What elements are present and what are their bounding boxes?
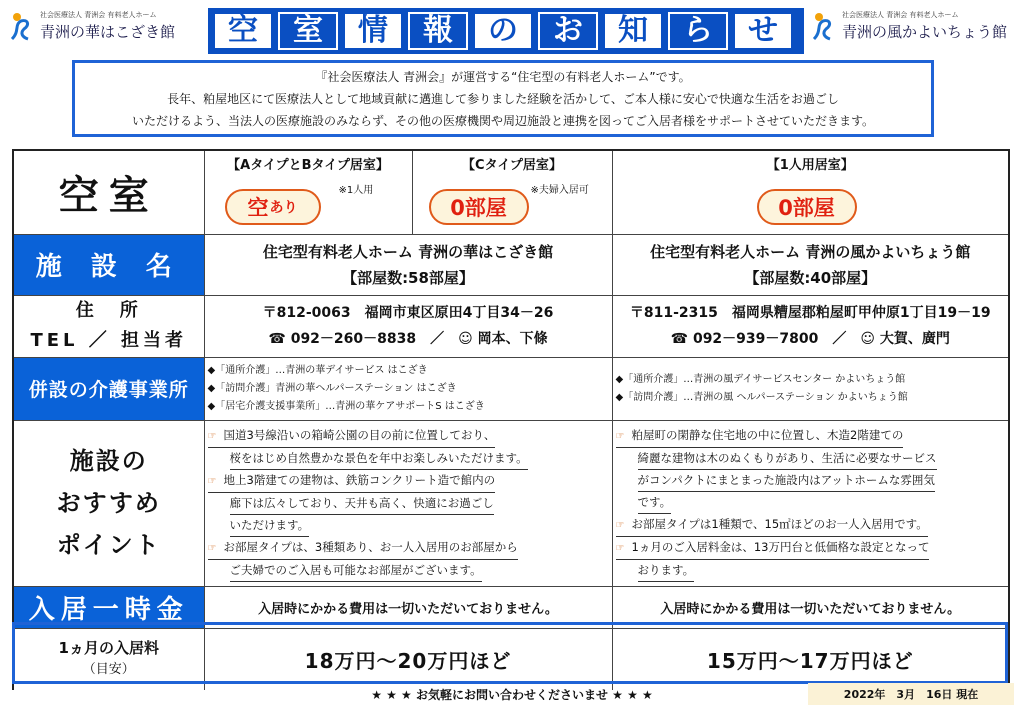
vacancy-single-header: 【1人用居室】 <box>766 158 854 173</box>
vacancy-c-badge: 0部屋 <box>429 189 529 225</box>
vacancy-label-cell <box>13 150 204 234</box>
address-right: 〒811-2315 福岡県糟屋郡粕屋町甲仲原1丁目19－19 <box>629 305 991 321</box>
logo-mark-icon <box>810 11 836 41</box>
vacancy-c-note: ※夫婦入居可 <box>530 185 589 196</box>
recommend-point: がコンパクトにまとまった施設内はアットホームな雰囲気 <box>638 470 935 492</box>
facility-right-rooms: 【部屋数:40部屋】 <box>744 268 877 287</box>
service-item: ◆「通所介護」…青洲の華デイサービス はこざき <box>207 364 428 376</box>
deposit-right: 入居時にかかる費用は一切いただいておりません。 <box>612 586 1009 628</box>
brand-left-sub: 社会医療法人 青洲会 有料老人ホーム <box>40 11 157 19</box>
as-of-date: 2022年 3月 16日 現在 <box>808 683 1014 705</box>
recommend-point: お部屋タイプは1種類で、15㎡ほどのお一人入居用です。 <box>631 516 928 531</box>
fee-sublabel: （目安） <box>82 662 135 678</box>
deposit-left: 入居時にかかる費用は一切いただいておりません。 <box>204 586 612 628</box>
recommend-point: 地上3階建ての建物は、鉄筋コンクリート造で館内の <box>223 472 496 487</box>
facility-right-cell <box>612 234 1009 295</box>
intro-box <box>72 60 934 137</box>
brand-right-sub: 社会医療法人 青洲会 有料老人ホーム <box>842 11 959 19</box>
service-item: ◆「居宅介護支援事業所」…青洲の華ケアサポートS はこざき <box>207 400 485 412</box>
vacancy-single-cell <box>612 150 1009 234</box>
deposit-label-cell <box>13 586 204 628</box>
intro-line: 長年、粕屋地区にて医療法人として地域貢献に邁進して参りました経験を活かして、ご本人様に安心で快適な生活をお過ごし <box>167 91 839 106</box>
facility-left-name: 住宅型有料老人ホーム 青洲の華はこざき館 <box>262 242 554 261</box>
vacancy-single-badge: 0部屋 <box>757 189 857 225</box>
vacancy-c-cell <box>412 150 612 234</box>
recommend-point: 廊下は広々しており、天井も高く、快適にお過ごし <box>230 493 494 515</box>
pointing-hand-icon: ☞ <box>207 542 217 554</box>
brand-right <box>810 10 1007 42</box>
recommend-point: です。 <box>638 492 672 514</box>
address-left-cell <box>204 295 612 357</box>
services-left-cell <box>204 357 612 420</box>
address-left: 〒812-0063 福岡市東区原田4丁目34－26 <box>262 305 554 321</box>
pointing-hand-icon: ☞ <box>615 542 625 554</box>
title-char: 知 <box>603 12 663 50</box>
title-char: せ <box>733 12 793 50</box>
vacancy-c-header: 【Cタイプ居室】 <box>462 158 562 173</box>
fee-left: 18万円～20万円ほど <box>204 628 612 690</box>
address-label: 住 所 <box>75 300 142 321</box>
recommend-right-cell <box>612 420 1009 586</box>
address-label-cell <box>13 295 204 357</box>
facility-left-rooms: 【部屋数:58部屋】 <box>342 268 474 287</box>
info-table <box>12 149 1010 690</box>
pointing-hand-icon: ☞ <box>207 475 217 487</box>
footer-note: ★ ★ ★ お気軽にお問い合わせくださいませ ★ ★ ★ <box>371 688 653 702</box>
brand-right-name: 青洲の風かよいちょう館 <box>842 23 1008 41</box>
fee-right: 15万円～17万円ほど <box>612 628 1009 690</box>
pointing-hand-icon: ☞ <box>615 519 625 531</box>
recommend-point: 桜をはじめ自然豊かな景色を年中お楽しみいただけます。 <box>230 448 528 470</box>
services-right-cell <box>612 357 1009 420</box>
vacancy-ab-cell <box>204 150 412 234</box>
fee-label: 1ヵ月の入居料 <box>58 639 159 658</box>
services-label-cell <box>13 357 204 420</box>
title-char: 報 <box>408 12 468 50</box>
title-char: 情 <box>343 12 403 50</box>
services-label: 併設の介護事業所 <box>28 379 189 401</box>
title-char: ら <box>668 12 728 50</box>
recommend-label: おすすめ <box>56 489 161 517</box>
facility-label-cell <box>13 234 204 295</box>
address-right-cell <box>612 295 1009 357</box>
contact-left: ☎ 092－260－8838 ／ ☺ 岡本、下條 <box>268 331 548 347</box>
service-item: ◆「訪問介護」…青洲の風 ヘルパーステーション かよいちょう館 <box>615 391 908 403</box>
contact-label: TEL ／ 担当者 <box>30 330 188 351</box>
service-item: ◆「訪問介護」青洲の華ヘルパーステーション はこざき <box>207 382 457 394</box>
recommend-point: おります。 <box>638 560 695 582</box>
recommend-point: ご夫婦でのご入居も可能なお部屋がございます。 <box>230 560 482 582</box>
title-char: お <box>538 12 598 50</box>
logo-mark-icon <box>8 11 34 41</box>
brand-left-name: 青洲の華はこざき館 <box>40 23 176 41</box>
vacancy-ab-note: ※1人用 <box>338 185 374 196</box>
recommend-point: 1ヵ月のご入居料金は、13万円台と低価格な設定となって <box>631 539 930 554</box>
recommend-left-cell <box>204 420 612 586</box>
intro-line: いただけるよう、当法人の医療施設のみならず、その他の医療機関や周辺施設と連携を図ってご入居者様をサポートさせていただきます。 <box>131 113 875 128</box>
deposit-label: 入居一時金 <box>28 594 189 625</box>
recommend-label: ポイント <box>56 531 161 559</box>
pointing-hand-icon: ☞ <box>207 430 217 442</box>
recommend-label: 施設の <box>69 447 148 475</box>
recommend-point: 綺麗な建物は木のぬくもりがあり、生活に必要なサービス <box>638 448 937 470</box>
title-char: 室 <box>278 12 338 50</box>
title-char: の <box>473 12 533 50</box>
recommend-label-cell <box>13 420 204 586</box>
service-item: ◆「通所介護」…青洲の風デイサービスセンター かよいちょう館 <box>615 373 906 385</box>
contact-right: ☎ 092－939－7800 ／ ☺ 大賀、廣門 <box>670 331 950 347</box>
recommend-point: お部屋タイプは、3種類あり、お一人入居用のお部屋から <box>223 539 518 554</box>
facility-right-name: 住宅型有料老人ホーム 青洲の風かよいちょう館 <box>650 242 971 261</box>
brand-left <box>8 10 175 42</box>
recommend-point: 粕屋町の閑静な住宅地の中に位置し、木造2階建ての <box>631 427 904 442</box>
facility-label: 施 設 名 <box>35 252 182 282</box>
facility-left-cell <box>204 234 612 295</box>
vacancy-ab-badge: 空 あり <box>225 189 321 225</box>
title-banner <box>208 8 804 54</box>
recommend-point: 国道3号線沿いの箱崎公園の目の前に位置しており、 <box>223 427 496 442</box>
fee-label-cell <box>13 628 204 690</box>
vacancy-ab-header: 【AタイプとBタイプ居室】 <box>227 158 389 173</box>
pointing-hand-icon: ☞ <box>615 430 625 442</box>
vacancy-label: 空室 <box>58 172 159 219</box>
intro-line: 『社会医療法人 青洲会』が運営する“住宅型の有料老人ホーム”です。 <box>315 69 691 84</box>
recommend-point: いただけます。 <box>230 515 310 537</box>
title-char: 空 <box>213 12 273 50</box>
